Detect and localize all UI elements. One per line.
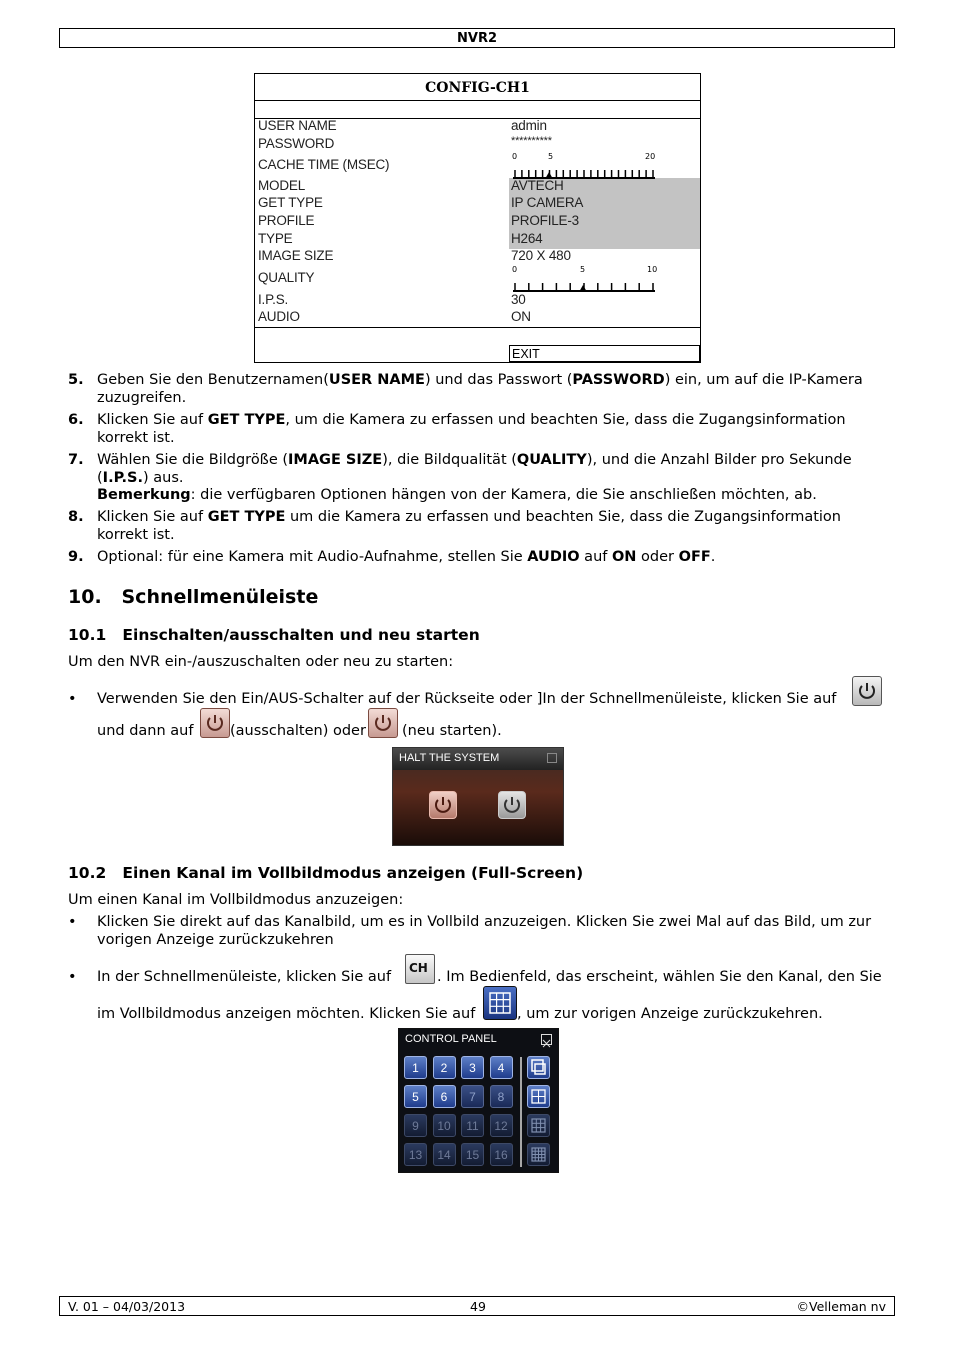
channel-button[interactable]: 10 [433,1114,456,1137]
value-password[interactable]: ********** [511,135,552,147]
channel-button[interactable]: 12 [490,1114,513,1137]
channel-button[interactable]: 3 [461,1056,484,1079]
bullet-text: In der Schnellmenüleiste, klicken Sie auf [97,969,392,985]
step-number: 9. [68,549,84,565]
bullet-text: vorigen Anzeige zurückzukehren [97,932,334,948]
label-ips: I.P.S. [258,292,289,307]
channel-button[interactable]: 8 [490,1085,513,1108]
label-get-type: GET TYPE [258,195,323,210]
halt-dialog [392,747,564,846]
cache-time-slider[interactable] [509,150,659,180]
quality-slider[interactable] [509,263,659,293]
nine-view-icon[interactable] [527,1114,550,1137]
panel-title: CONTROL PANEL [405,1033,497,1045]
cache-tick-0: 0 [512,152,518,161]
bullet-dot: • [68,914,77,930]
channel-icon[interactable] [405,954,435,984]
config-divider [255,327,700,328]
label-type: TYPE [258,231,293,246]
channel-button[interactable]: 16 [490,1143,513,1166]
channel-button[interactable]: 5 [404,1085,427,1108]
channel-icon-label: CH [409,961,428,975]
label-audio: AUDIO [258,309,300,324]
channel-button[interactable]: 1 [404,1056,427,1079]
restart-button[interactable] [498,791,526,819]
channel-button[interactable]: 9 [404,1114,427,1137]
value-get-type[interactable]: IP CAMERA [511,195,584,210]
footer-version: V. 01 – 04/03/2013 [68,1299,186,1314]
control-panel [398,1028,559,1173]
channel-button[interactable]: 7 [461,1085,484,1108]
step-text: Geben Sie den Benutzernamen(USER NAME) und das Passwort (PASSWORD) ein, um auf die IP-Kamera zuzugreifen. [97,372,863,406]
subsection-heading: 10.1 Einschalten/ausschalten und neu starten [68,626,480,644]
page-header [59,28,895,48]
value-ips[interactable]: 30 [511,292,526,307]
value-audio[interactable]: ON [511,309,531,324]
sixteen-view-icon[interactable] [527,1143,550,1166]
step-number: 5. [68,372,84,388]
channel-button[interactable]: 4 [490,1056,513,1079]
label-profile: PROFILE [258,213,315,228]
step-number: 8. [68,509,84,525]
footer-copyright: ©Velleman nv [796,1299,886,1314]
label-image-size: IMAGE SIZE [258,248,334,263]
label-user-name: USER NAME [258,118,337,133]
value-type[interactable]: H264 [511,231,543,246]
bullet-text: Klicken Sie direkt auf das Kanalbild, um es in Vollbild anzuzeigen. Klicken Sie zwei Mal auf das Bild, um zur [97,914,872,930]
label-password: PASSWORD [258,136,335,151]
restart-icon[interactable] [368,708,398,738]
footer-page-number: 49 [470,1299,486,1314]
grid-icon[interactable] [483,986,517,1020]
section-heading: 10. Schnellmenüleiste [68,586,319,608]
value-user-name[interactable]: admin [511,118,547,133]
channel-button[interactable]: 13 [404,1143,427,1166]
exit-button[interactable]: EXIT [509,345,700,362]
quality-tick-10: 10 [647,265,658,274]
quality-slider-handle [579,285,587,292]
cache-tick-20: 20 [645,152,656,161]
config-panel [254,73,701,363]
bullet-text: und dann auf [97,723,194,739]
subsection-heading: 10.2 Einen Kanal im Vollbildmodus anzeigen (Full-Screen) [68,864,584,882]
channel-button[interactable]: 11 [461,1114,484,1137]
label-model: MODEL [258,178,306,193]
step-number: 7. [68,452,84,468]
bullet-text: , um zur vorigen Anzeige zurückzukehren. [517,1006,823,1022]
value-profile[interactable]: PROFILE-3 [511,213,579,228]
shutdown-button[interactable] [429,791,457,819]
step-text: Wählen Sie die Bildgröße (IMAGE SIZE), die Bildqualität (QUALITY), und die Anzahl Bilder pro Sekunde (I.P.S.) aus. Bemerkung: die verfügbaren Optionen hängen von der Kamera, die Sie anschließen möchten, ab. [97,452,852,503]
bullet-dot: • [68,969,77,985]
shutdown-icon[interactable] [200,708,230,738]
step-text: Klicken Sie auf GET TYPE, um die Kamera zu erfassen und beachten Sie, dass die Zugangsinformation korrekt ist. [97,412,846,446]
channel-button[interactable]: 2 [433,1056,456,1079]
power-icon[interactable] [852,676,882,706]
paragraph: Um einen Kanal im Vollbildmodus anzuzeigen: [68,892,404,908]
channel-button[interactable]: 15 [461,1143,484,1166]
quality-tick-0: 0 [512,265,518,274]
bullet-text: Verwenden Sie den Ein/AUS-Schalter auf der Rückseite oder ]In der Schnellmenüleiste, klicken Sie auf [97,691,837,707]
paragraph: Um den NVR ein-/auszuschalten oder neu zu starten: [68,654,454,670]
dialog-title: HALT THE SYSTEM [399,752,500,764]
single-view-icon[interactable] [527,1056,550,1079]
label-quality: QUALITY [258,270,315,285]
channel-button[interactable]: 14 [433,1143,456,1166]
bullet-dot: • [68,691,77,707]
quality-tick-5: 5 [580,265,586,274]
step-number: 6. [68,412,84,428]
bullet-text: (neu starten). [402,723,502,739]
label-cache-time: CACHE TIME (MSEC) [258,157,390,172]
bullet-text: im Vollbildmodus anzeigen möchten. Klicken Sie auf [97,1006,476,1022]
cache-tick-5: 5 [548,152,554,161]
step-text: Optional: für eine Kamera mit Audio-Aufnahme, stellen Sie AUDIO auf ON oder OFF. [97,549,716,565]
bullet-text: . Im Bedienfeld, das erscheint, wählen Sie den Kanal, den Sie [437,969,882,985]
step-text: Klicken Sie auf GET TYPE um die Kamera zu erfassen und beachten Sie, dass die Zugangsinformation korrekt ist. [97,509,841,543]
header-title: NVR2 [457,31,497,46]
value-model[interactable]: AVTECH [511,178,564,193]
config-title: CONFIG-CH1 [255,74,700,101]
page-footer [59,1296,895,1316]
value-image-size[interactable]: 720 X 480 [511,248,571,263]
close-icon[interactable] [547,753,557,763]
quad-view-icon[interactable] [527,1085,550,1108]
bullet-text: (ausschalten) oder [230,723,366,739]
panel-divider [520,1057,522,1167]
close-icon[interactable] [541,1034,552,1045]
channel-button[interactable]: 6 [433,1085,456,1108]
